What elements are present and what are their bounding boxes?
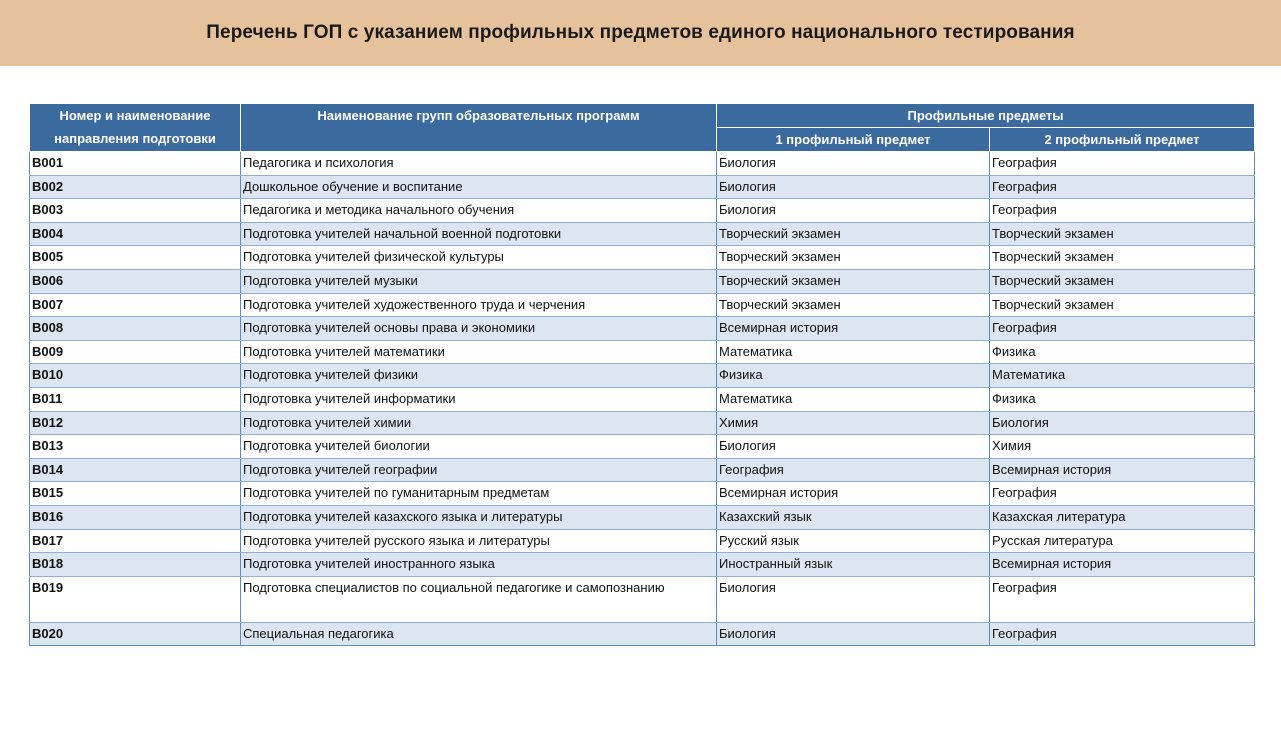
cell-subject-2: География	[990, 175, 1255, 199]
header-code: Номер и наименование направления подготовки	[30, 104, 241, 152]
cell-program-name: Педагогика и методика начального обучения	[241, 199, 717, 223]
table-row	[30, 246, 1255, 270]
cell-subject-2: Физика	[990, 340, 1255, 364]
header-profile-subjects: Профильные предметы	[717, 104, 1255, 128]
cell-code: B006	[30, 269, 241, 293]
cell-code: B014	[30, 458, 241, 482]
header-subject-1: 1 профильный предмет	[717, 128, 990, 152]
cell-subject-2: Всемирная история	[990, 553, 1255, 577]
cell-subject-2: Творческий экзамен	[990, 269, 1255, 293]
cell-program-name: Подготовка учителей математики	[241, 340, 717, 364]
cell-program-name: Подготовка учителей музыки	[241, 269, 717, 293]
cell-subject-1: Творческий экзамен	[717, 246, 990, 270]
table-row	[30, 553, 1255, 577]
cell-program-name: Подготовка учителей иностранного языка	[241, 553, 717, 577]
cell-code: B012	[30, 411, 241, 435]
cell-program-name: Подготовка учителей начальной военной подготовки	[241, 222, 717, 246]
cell-subject-1: Математика	[717, 387, 990, 411]
cell-subject-1: Всемирная история	[717, 317, 990, 341]
cell-program-name: Педагогика и психология	[241, 152, 717, 176]
table-row	[30, 387, 1255, 411]
cell-code: B002	[30, 175, 241, 199]
cell-subject-2: Творческий экзамен	[990, 222, 1255, 246]
cell-program-name: Подготовка учителей основы права и экономики	[241, 317, 717, 341]
cell-subject-1: Физика	[717, 364, 990, 388]
cell-subject-1: Химия	[717, 411, 990, 435]
cell-subject-2: География	[990, 199, 1255, 223]
cell-program-name: Подготовка учителей химии	[241, 411, 717, 435]
table-row	[30, 458, 1255, 482]
cell-program-name: Подготовка учителей информатики	[241, 387, 717, 411]
cell-subject-2: Химия	[990, 435, 1255, 459]
cell-subject-2: Творческий экзамен	[990, 293, 1255, 317]
cell-program-name: Подготовка учителей физики	[241, 364, 717, 388]
table-row	[30, 269, 1255, 293]
cell-code: B019	[30, 576, 241, 622]
table-row	[30, 435, 1255, 459]
cell-program-name: Подготовка учителей по гуманитарным предметам	[241, 482, 717, 506]
cell-code: B016	[30, 505, 241, 529]
cell-code: B005	[30, 246, 241, 270]
cell-code: B003	[30, 199, 241, 223]
table-row	[30, 505, 1255, 529]
table-row	[30, 175, 1255, 199]
page-title: Перечень ГОП с указанием профильных предметов единого национального тестирования	[206, 22, 1075, 43]
cell-code: B020	[30, 622, 241, 646]
cell-subject-2: География	[990, 622, 1255, 646]
cell-program-name: Подготовка специалистов по социальной педагогике и самопознанию	[241, 576, 717, 622]
table-row	[30, 152, 1255, 176]
cell-program-name: Специальная педагогика	[241, 622, 717, 646]
cell-subject-2: География	[990, 576, 1255, 622]
cell-subject-2: Биология	[990, 411, 1255, 435]
table-row	[30, 576, 1255, 622]
cell-subject-1: Биология	[717, 576, 990, 622]
cell-code: B009	[30, 340, 241, 364]
table-row	[30, 529, 1255, 553]
cell-subject-1: Биология	[717, 152, 990, 176]
cell-subject-2: Математика	[990, 364, 1255, 388]
header-subject-2: 2 профильный предмет	[990, 128, 1255, 152]
cell-subject-1: Казахский язык	[717, 505, 990, 529]
cell-subject-2: Творческий экзамен	[990, 246, 1255, 270]
cell-program-name: Подготовка учителей художественного труда и черчения	[241, 293, 717, 317]
cell-program-name: Дошкольное обучение и воспитание	[241, 175, 717, 199]
cell-program-name: Подготовка учителей биологии	[241, 435, 717, 459]
header-program-group: Наименование групп образовательных программ	[241, 104, 717, 152]
cell-subject-1: Всемирная история	[717, 482, 990, 506]
table-body	[30, 152, 1255, 646]
cell-subject-2: География	[990, 482, 1255, 506]
table-row	[30, 340, 1255, 364]
cell-subject-2: География	[990, 317, 1255, 341]
cell-subject-1: Творческий экзамен	[717, 293, 990, 317]
cell-program-name: Подготовка учителей географии	[241, 458, 717, 482]
cell-code: B015	[30, 482, 241, 506]
table-row	[30, 199, 1255, 223]
cell-code: B017	[30, 529, 241, 553]
cell-code: B008	[30, 317, 241, 341]
cell-subject-1: Русский язык	[717, 529, 990, 553]
cell-subject-1: Биология	[717, 199, 990, 223]
cell-subject-2: Физика	[990, 387, 1255, 411]
table-row	[30, 317, 1255, 341]
table-row	[30, 482, 1255, 506]
table-row	[30, 293, 1255, 317]
cell-code: B007	[30, 293, 241, 317]
cell-subject-2: География	[990, 152, 1255, 176]
cell-subject-2: Казахская литература	[990, 505, 1255, 529]
table-row	[30, 411, 1255, 435]
cell-subject-2: Всемирная история	[990, 458, 1255, 482]
cell-subject-1: Творческий экзамен	[717, 269, 990, 293]
cell-program-name: Подготовка учителей казахского языка и литературы	[241, 505, 717, 529]
cell-subject-1: География	[717, 458, 990, 482]
title-banner	[0, 0, 1281, 66]
cell-code: B010	[30, 364, 241, 388]
programs-table	[29, 103, 1255, 646]
cell-subject-1: Творческий экзамен	[717, 222, 990, 246]
cell-subject-1: Биология	[717, 622, 990, 646]
table-row	[30, 622, 1255, 646]
cell-program-name: Подготовка учителей русского языка и литературы	[241, 529, 717, 553]
cell-code: B001	[30, 152, 241, 176]
cell-subject-1: Биология	[717, 175, 990, 199]
cell-subject-2: Русская литература	[990, 529, 1255, 553]
table-row	[30, 222, 1255, 246]
cell-code: B011	[30, 387, 241, 411]
cell-subject-1: Биология	[717, 435, 990, 459]
cell-program-name: Подготовка учителей физической культуры	[241, 246, 717, 270]
cell-subject-1: Иностранный язык	[717, 553, 990, 577]
cell-code: B018	[30, 553, 241, 577]
cell-code: B004	[30, 222, 241, 246]
cell-subject-1: Математика	[717, 340, 990, 364]
table-row	[30, 364, 1255, 388]
cell-code: B013	[30, 435, 241, 459]
